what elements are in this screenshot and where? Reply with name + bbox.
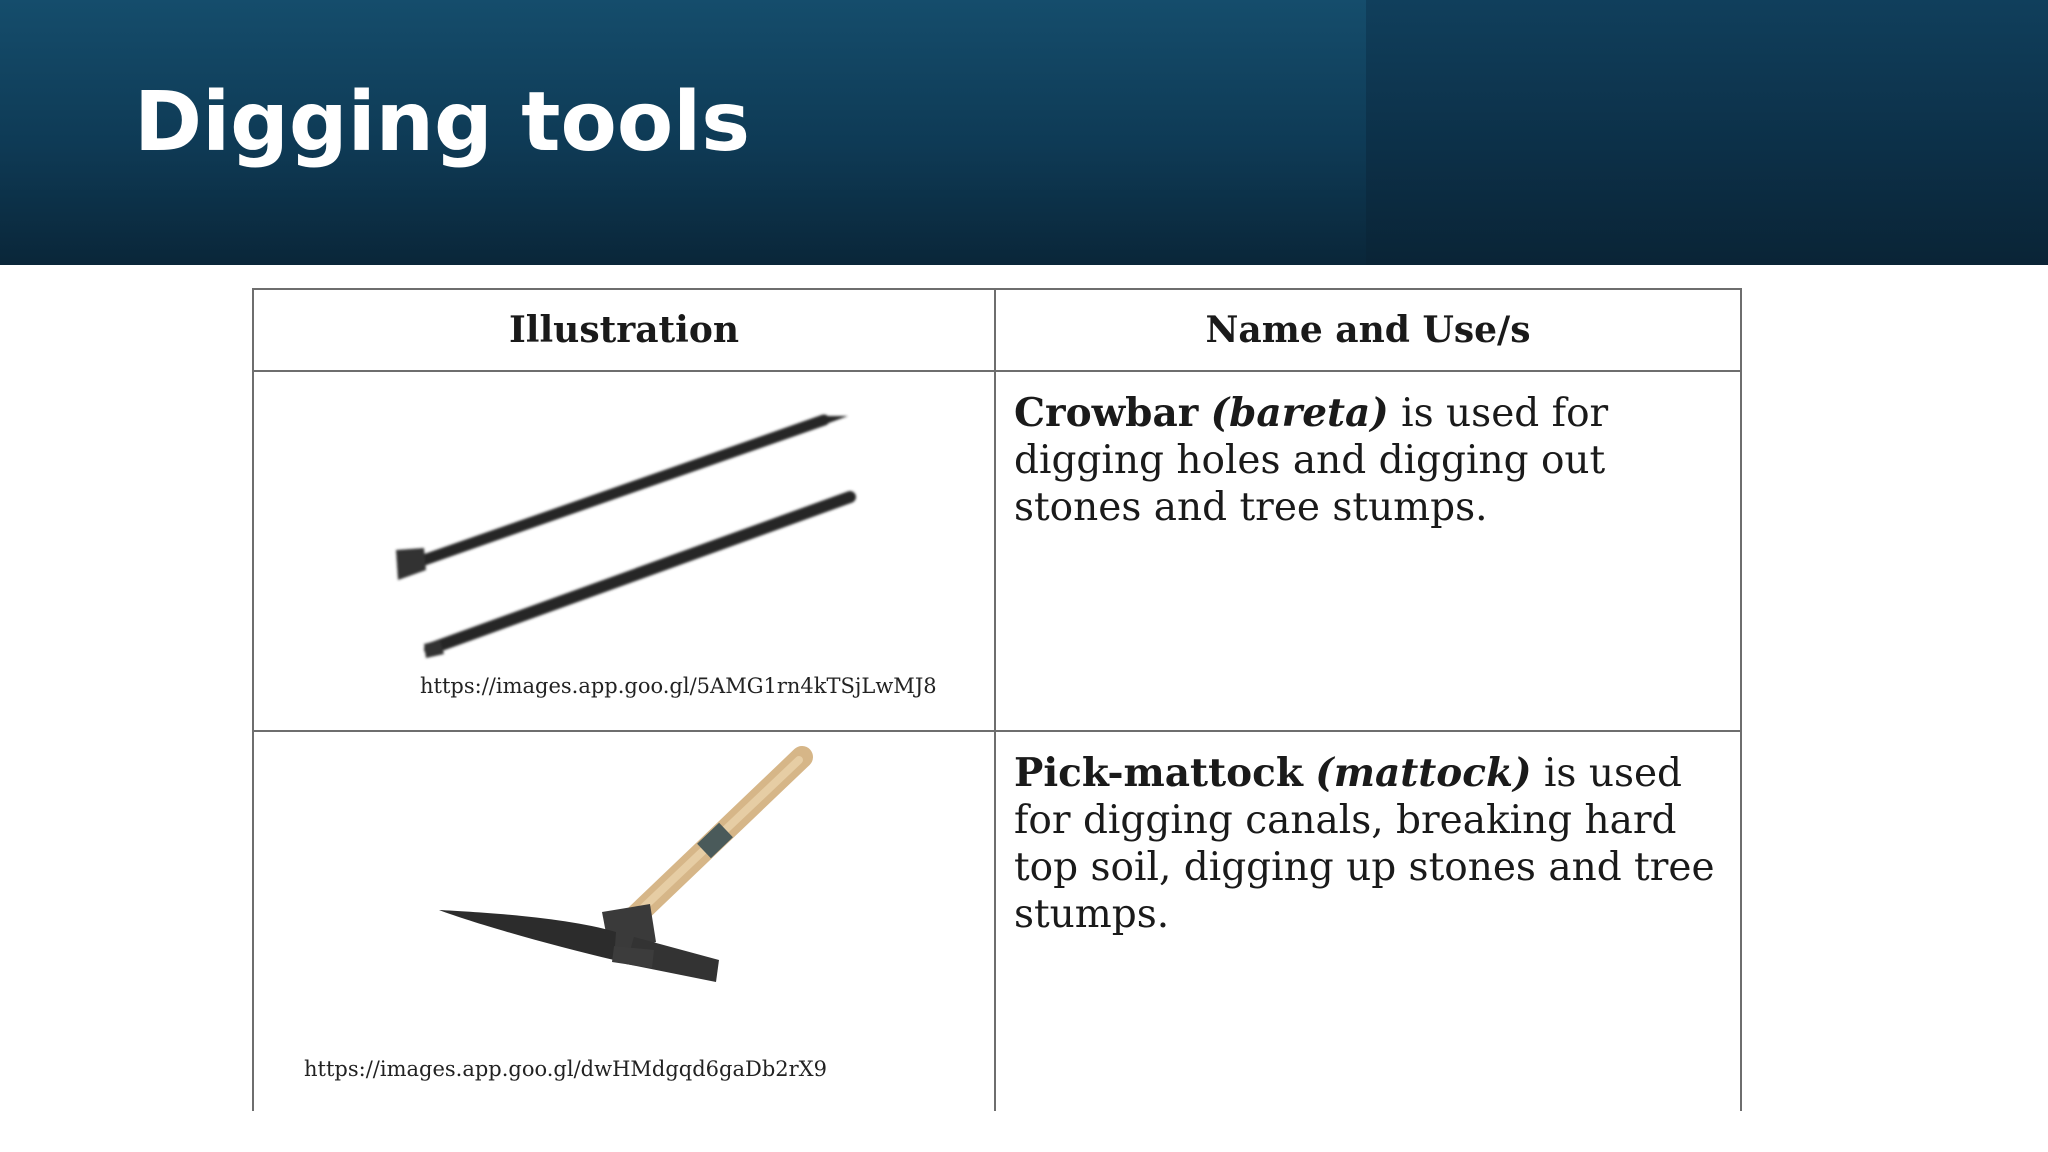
tool-description: is used for digging canals, breaking hard top soil, digging up stones and tree stumps. — [1014, 751, 1715, 937]
table-row — [253, 371, 1741, 731]
table-row — [253, 731, 1741, 1111]
header-illustration: Illustration — [253, 289, 995, 371]
tool-local-name: (bareta) — [1210, 390, 1389, 436]
tool-name: Crowbar — [1014, 390, 1199, 436]
pick-mattock-image — [254, 732, 996, 1112]
slide-title: Digging tools — [134, 75, 751, 170]
table-header-row — [253, 289, 1741, 371]
image-credit: https://images.app.goo.gl/dwHMdgqd6gaDb2rX9 — [304, 1057, 827, 1081]
header-name-use: Name and Use/s — [995, 289, 1741, 371]
illustration-cell — [253, 371, 995, 731]
tool-description: is used for digging holes and digging out stones and tree stumps. — [1014, 391, 1609, 530]
title-banner — [0, 0, 2048, 265]
description-cell — [995, 731, 1741, 1111]
description-cell — [995, 371, 1741, 731]
banner-right-panel — [1366, 0, 2048, 265]
illustration-cell — [253, 731, 995, 1111]
tool-local-name: (mattock) — [1315, 750, 1532, 796]
tools-table — [252, 288, 1742, 1111]
image-credit: https://images.app.goo.gl/5AMG1rn4kTSjLwMJ8 — [420, 674, 937, 698]
tool-name: Pick-mattock — [1014, 750, 1303, 796]
